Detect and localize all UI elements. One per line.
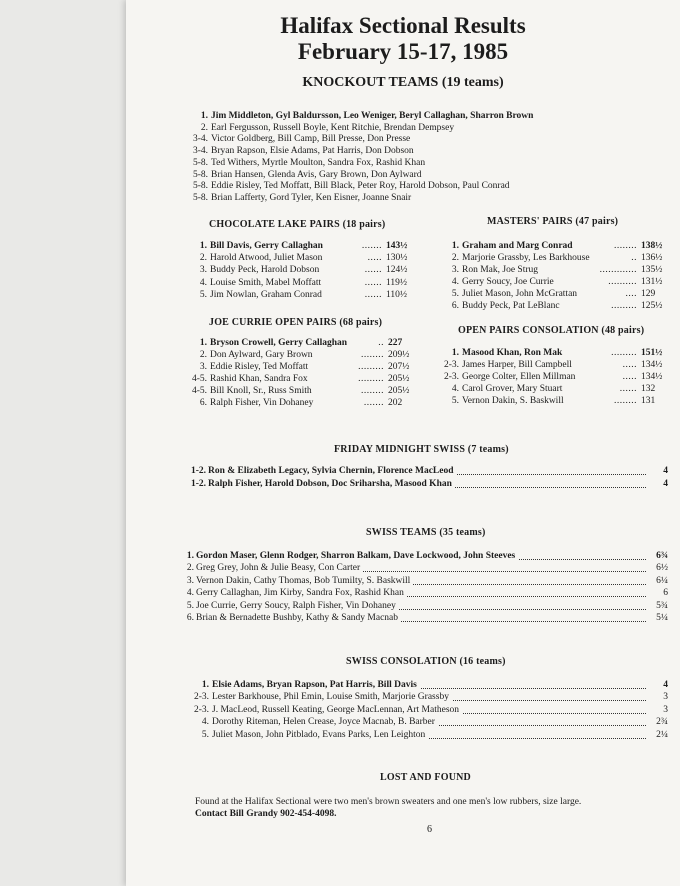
open-consolation-leader: ......: [619, 384, 637, 394]
knockout-names: Brian Lafferty, Gord Tyler, Ken Eisner, Joanne Snair: [211, 192, 412, 203]
masters-names: Graham and Marg Conrad: [462, 241, 573, 251]
knockout-position: 5-8.: [192, 169, 208, 180]
joe-currie-leader: .........: [358, 374, 384, 384]
knockout-names: Ted Withers, Myrtle Moulton, Sandra Fox, Rashid Khan: [211, 157, 426, 168]
swiss-consolation-position: 5.: [201, 729, 209, 740]
chocolate-leader: ......: [364, 277, 382, 288]
swiss-row: [196, 550, 668, 562]
swiss-score: 5¾: [647, 600, 668, 612]
chocolate-header: CHOCOLATE LAKE PAIRS (18 pairs): [209, 219, 386, 230]
masters-leader: ....: [625, 289, 637, 299]
open-consolation-leader: .........: [611, 348, 637, 358]
swiss-names: Gordon Maser, Glenn Rodger, Sharron Balkam, Dave Lockwood, John Steeves: [196, 551, 518, 561]
chocolate-position: 1.: [199, 241, 207, 251]
masters-leader: ........: [614, 241, 637, 251]
chocolate-leader: ......: [364, 289, 382, 300]
swiss-consolation-names: Dorothy Riteman, Helen Crease, Joyce Macnab, B. Barber: [212, 717, 438, 727]
joe-currie-position: 4-5.: [191, 386, 207, 396]
friday-names: Ralph Fisher, Harold Dobson, Doc Sriharsha, Masood Khan: [208, 479, 455, 489]
swiss-position: 5.: [186, 600, 194, 611]
joe-currie-leader: ..: [378, 338, 384, 348]
chocolate-position: 5.: [199, 289, 207, 300]
open-consolation-position: 2-3.: [443, 360, 459, 370]
open-consolation-position: 4.: [451, 384, 459, 394]
knockout-names: Earl Fergusson, Russell Boyle, Kent Ritchie, Brendan Dempsey: [211, 122, 455, 133]
masters-names: Ron Mak, Joe Strug: [462, 265, 538, 275]
joe-currie-score: 205½: [388, 374, 410, 384]
swiss-consolation-row: [212, 704, 668, 716]
swiss-score: 6¾: [647, 550, 668, 562]
chocolate-leader: .....: [367, 253, 382, 264]
chocolate-leader: .......: [361, 241, 382, 251]
joe-currie-position: 1.: [199, 338, 207, 348]
knockout-position: 2.: [200, 122, 208, 133]
swiss-consolation-score: 2¾: [647, 716, 668, 728]
masters-names: Marjorie Grassby, Les Barkhouse: [462, 253, 590, 263]
swiss-consolation-score: 2¼: [647, 729, 668, 741]
page-subtitle: February 15-17, 1985: [297, 39, 509, 64]
chocolate-position: 3.: [199, 265, 207, 276]
open-consolation-score: 131: [641, 396, 656, 406]
swiss-row: [196, 587, 668, 599]
masters-score: 131½: [641, 277, 663, 287]
friday-row: [208, 478, 668, 490]
swiss-consolation-score: 3: [647, 704, 668, 716]
lost-found-line2: Contact Bill Grandy 902-454-4098.: [195, 809, 337, 819]
lost-found-line1: Found at the Halifax Sectional were two men's brown sweaters and one men's low rubbers, size large.: [195, 797, 582, 807]
swiss-consolation-position: 2-3.: [193, 704, 209, 715]
knockout-names: Victor Goldberg, Bill Camp, Bill Presse, Don Presse: [211, 134, 411, 145]
masters-leader: ..: [631, 253, 637, 263]
lost-found-header: LOST AND FOUND: [380, 772, 471, 783]
open-consolation-score: 134½: [641, 360, 663, 370]
open-consolation-position: 1.: [451, 348, 459, 358]
masters-score: 125½: [641, 301, 663, 311]
swiss-consolation-names: Juliet Mason, John Pitblado, Evans Parks, Len Leighton: [212, 730, 428, 740]
open-consolation-names: Vernon Dakin, S. Baskwill: [462, 396, 564, 406]
swiss-position: 3.: [186, 575, 194, 586]
open-consolation-names: Carol Grover, Mary Stuart: [462, 384, 563, 394]
masters-names: Buddy Peck, Pat LeBlanc: [462, 301, 560, 311]
knockout-position: 5-8.: [192, 192, 208, 203]
friday-position: 1-2.: [190, 478, 206, 489]
friday-score: 4: [647, 465, 668, 477]
chocolate-names: Jim Nowlan, Graham Conrad: [210, 289, 322, 300]
friday-names: Ron & Elizabeth Legacy, Sylvia Chernin, Florence MacLeod: [208, 466, 457, 476]
swiss-consolation-row: [212, 716, 668, 728]
page-title: Halifax Sectional Results: [280, 13, 526, 38]
masters-score: 136½: [641, 253, 663, 263]
swiss-names: Joe Currie, Gerry Soucy, Ralph Fisher, Vin Dohaney: [196, 601, 399, 611]
swiss-score: 6¼: [647, 575, 668, 587]
chocolate-score: 110½: [386, 289, 408, 300]
joe-currie-leader: ........: [361, 350, 384, 360]
joe-currie-header: JOE CURRIE OPEN PAIRS (68 pairs): [209, 317, 383, 328]
joe-currie-leader: ........: [361, 386, 384, 396]
open-consolation-names: George Colter, Ellen Millman: [462, 372, 576, 382]
chocolate-score: 124½: [386, 265, 408, 276]
joe-currie-score: 207½: [388, 362, 410, 372]
masters-position: 4.: [451, 277, 459, 287]
chocolate-score: 143½: [386, 241, 408, 251]
swiss-names: Vernon Dakin, Cathy Thomas, Bob Tumilty, S. Baskwill: [196, 576, 413, 586]
knockout-names: Jim Middleton, Gyl Baldursson, Leo Weniger, Beryl Callaghan, Sharron Brown: [211, 111, 534, 121]
knockout-position: 3-4.: [192, 134, 208, 145]
knockout-names: Bryan Rapson, Elsie Adams, Pat Harris, Don Dobson: [211, 146, 414, 157]
swiss-consolation-row: [212, 679, 668, 691]
joe-currie-leader: .......: [363, 398, 384, 408]
masters-position: 5.: [451, 289, 459, 299]
open-consolation-leader: .....: [622, 360, 637, 370]
swiss-position: 2.: [186, 563, 194, 574]
swiss-score: 6: [647, 587, 668, 599]
masters-leader: .............: [599, 265, 637, 275]
chocolate-names: Buddy Peck, Harold Dobson: [210, 265, 320, 276]
swiss-consolation-position: 2-3.: [193, 692, 209, 703]
chocolate-names: Louise Smith, Mabel Moffatt: [210, 277, 322, 288]
swiss-row: [196, 562, 668, 574]
masters-score: 129: [641, 289, 656, 299]
open-consolation-names: James Harper, Bill Campbell: [462, 360, 572, 370]
chocolate-score: 130½: [386, 253, 408, 264]
swiss-consolation-score: 4: [647, 679, 668, 691]
swiss-consolation-header: SWISS CONSOLATION (16 teams): [346, 656, 506, 667]
open-consolation-score: 132: [641, 384, 656, 394]
masters-leader: ..........: [608, 277, 637, 287]
open-consolation-leader: .....: [622, 372, 637, 382]
knockout-names: Eddie Risley, Ted Moffatt, Bill Black, Peter Roy, Harold Dobson, Paul Conrad: [211, 181, 510, 192]
knockout-names: Brian Hansen, Glenda Avis, Gary Brown, Don Aylward: [211, 169, 422, 180]
masters-position: 3.: [451, 265, 459, 275]
chocolate-position: 4.: [199, 277, 207, 288]
swiss-consolation-names: J. MacLeod, Russell Keating, George MacLennan, Art Matheson: [212, 705, 462, 715]
knockout-position: 5-8.: [192, 181, 208, 192]
open-consolation-score: 134½: [641, 372, 663, 382]
chocolate-leader: ......: [364, 265, 382, 276]
knockout-position: 3-4.: [192, 146, 208, 157]
friday-header: FRIDAY MIDNIGHT SWISS (7 teams): [334, 444, 509, 455]
joe-currie-names: Ralph Fisher, Vin Dohaney: [210, 398, 314, 408]
joe-currie-names: Rashid Khan, Sandra Fox: [210, 374, 308, 384]
open-consolation-score: 151½: [641, 348, 663, 358]
joe-currie-position: 3.: [199, 362, 207, 372]
joe-currie-position: 4-5.: [191, 374, 207, 384]
swiss-score: 5¼: [647, 612, 668, 624]
masters-score: 138½: [641, 241, 663, 251]
swiss-position: 1.: [186, 551, 194, 561]
swiss-position: 4.: [186, 588, 194, 599]
joe-currie-names: Bill Knoll, Sr., Russ Smith: [210, 386, 312, 396]
masters-position: 6.: [451, 301, 459, 311]
swiss-score: 6½: [647, 562, 668, 574]
masters-position: 1.: [451, 241, 459, 251]
swiss-consolation-score: 3: [647, 691, 668, 703]
swiss-header: SWISS TEAMS (35 teams): [366, 527, 486, 538]
joe-currie-score: 205½: [388, 386, 410, 396]
friday-row: [208, 465, 668, 477]
masters-names: Juliet Mason, John McGrattan: [462, 289, 578, 299]
joe-currie-names: Bryson Crowell, Gerry Callaghan: [210, 338, 348, 348]
masters-position: 2.: [451, 253, 459, 263]
chocolate-names: Harold Atwood, Juliet Mason: [210, 253, 323, 264]
swiss-row: [196, 575, 668, 587]
friday-score: 4: [647, 478, 668, 490]
joe-currie-score: 227: [388, 338, 403, 348]
swiss-row: [196, 600, 668, 612]
swiss-consolation-names: Elsie Adams, Bryan Rapson, Pat Harris, Bill Davis: [212, 680, 420, 690]
swiss-names: Brian & Bernadette Bushby, Kathy & Sandy Macnab: [196, 613, 401, 623]
joe-currie-names: Don Aylward, Gary Brown: [210, 350, 313, 360]
swiss-position: 6.: [186, 613, 194, 623]
swiss-row: [196, 612, 668, 624]
page-number: 6: [427, 824, 432, 835]
joe-currie-leader: .........: [358, 362, 384, 372]
friday-position: 1-2.: [190, 466, 206, 476]
open-consolation-header: OPEN PAIRS CONSOLATION (48 pairs): [458, 325, 645, 336]
swiss-consolation-position: 4.: [201, 717, 209, 728]
swiss-names: Greg Grey, John & Julie Beasy, Con Carter: [196, 563, 363, 573]
knockout-position: 5-8.: [192, 157, 208, 168]
swiss-names: Gerry Callaghan, Jim Kirby, Sandra Fox, Rashid Khan: [196, 588, 407, 598]
chocolate-names: Bill Davis, Gerry Callaghan: [210, 241, 323, 251]
knockout-header: KNOCKOUT TEAMS (19 teams): [302, 75, 504, 90]
masters-names: Gerry Soucy, Joe Currie: [462, 277, 554, 287]
chocolate-position: 2.: [199, 253, 207, 264]
joe-currie-position: 2.: [199, 350, 207, 360]
joe-currie-score: 202: [388, 398, 403, 408]
open-consolation-names: Masood Khan, Ron Mak: [462, 348, 563, 358]
open-consolation-position: 2-3.: [443, 372, 459, 382]
masters-score: 135½: [641, 265, 663, 275]
joe-currie-names: Eddie Risley, Ted Moffatt: [210, 362, 309, 372]
masters-leader: .........: [611, 301, 637, 311]
swiss-consolation-row: [212, 729, 668, 741]
chocolate-score: 119½: [386, 277, 408, 288]
joe-currie-position: 6.: [199, 398, 207, 408]
swiss-consolation-row: [212, 691, 668, 703]
masters-header: MASTERS' PAIRS (47 pairs): [487, 216, 619, 227]
knockout-position: 1.: [200, 111, 208, 121]
open-consolation-position: 5.: [451, 396, 459, 406]
swiss-consolation-position: 1.: [201, 680, 209, 690]
joe-currie-score: 209½: [388, 350, 410, 360]
open-consolation-leader: ........: [614, 396, 637, 406]
swiss-consolation-names: Lester Barkhouse, Phil Emin, Louise Smith, Marjorie Grassby: [212, 692, 452, 702]
